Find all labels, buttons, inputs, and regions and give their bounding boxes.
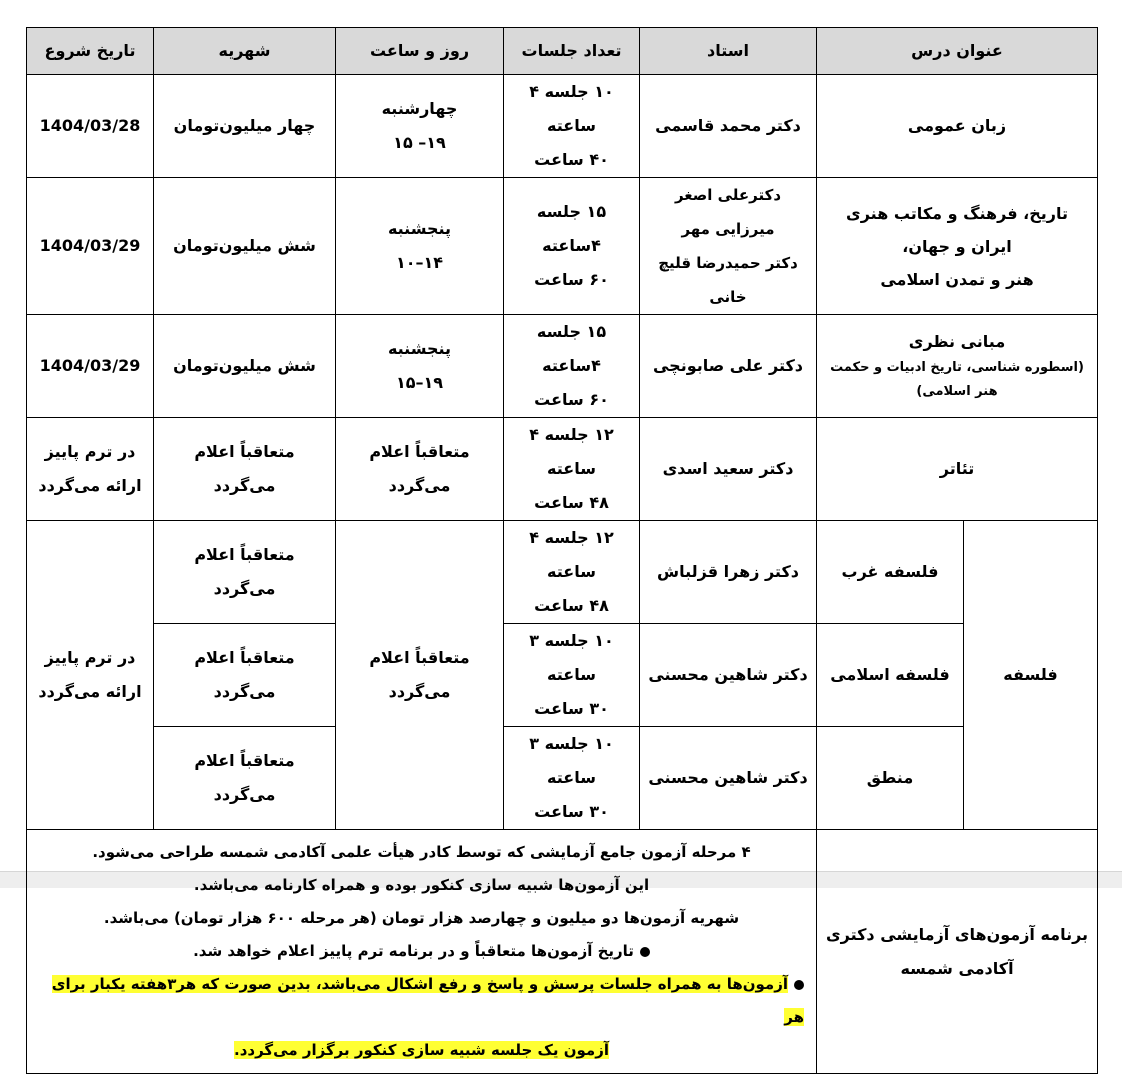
fee: متعاقباً اعلام می‌گردد <box>154 521 336 624</box>
exam-note: ۴ مرحله آزمون جامع آزمایشی که توسط کادر هیأت علمی آکادمی شمسه طراحی می‌شود. <box>92 843 751 861</box>
teacher-name: دکتر زهرا قزلباش <box>640 521 817 624</box>
day-time: متعاقباً اعلام می‌گردد <box>336 418 504 521</box>
session-count: ۱۲ جلسه ۴ ساعته ۴۸ ساعت <box>504 418 640 521</box>
table-row <box>27 418 1098 521</box>
course-title: زبان عمومی <box>817 75 1098 178</box>
exam-note: شهریه آزمون‌ها دو میلیون و چهارصد هزار تومان (هر مرحله ۶۰۰ هزار تومان) می‌باشد. <box>103 909 740 927</box>
fee: متعاقباً اعلام می‌گردد <box>154 418 336 521</box>
session-count: ۱۰ جلسه ۳ ساعته ۳۰ ساعت <box>504 727 640 830</box>
course-title: فلسفه اسلامی <box>817 624 964 727</box>
fee: چهار میلیون‌تومان <box>154 75 336 178</box>
fee: متعاقباً اعلام می‌گردد <box>154 727 336 830</box>
day-time: پنجشنبه ۱۴–۱۰ <box>336 178 504 315</box>
course-title: تئاتر <box>817 418 1098 521</box>
fee: متعاقباً اعلام می‌گردد <box>154 624 336 727</box>
start-date: در ترم پاییز ارائه می‌گردد <box>27 418 154 521</box>
session-count: ۱۵ جلسه ۴ساعته ۶۰ ساعت <box>504 315 640 418</box>
exam-notes <box>27 830 817 1074</box>
course-subtitle: (اسطوره شناسی، تاریخ ادبیات و حکمت <box>830 360 1084 375</box>
teacher-name: دکتر سعید اسدی <box>640 418 817 521</box>
teacher-name: دکتر محمد قاسمی <box>640 75 817 178</box>
day-time: چهارشنبه ۱۹– ۱۵ <box>336 75 504 178</box>
course-title: مبانی نظری (اسطوره شناسی، تاریخ ادبیات و حکمت هنر اسلامی) <box>817 315 1098 418</box>
bullet-icon <box>794 980 804 990</box>
header-day-time: روز و ساعت <box>336 28 504 75</box>
header-fee: شهریه <box>154 28 336 75</box>
table-row <box>27 75 1098 178</box>
teacher-name: دکتر علی صابونچی <box>640 315 817 418</box>
header-start-date: تاریخ شروع <box>27 28 154 75</box>
exam-program-title: برنامه آزمون‌های آزمایشی دکتری آکادمی شمسه <box>817 830 1098 1074</box>
table-row <box>27 178 1098 315</box>
day-time: پنجشنبه ۱۹–۱۵ <box>336 315 504 418</box>
exam-program-row <box>27 830 1098 1074</box>
start-date: 1404/03/29 <box>27 315 154 418</box>
start-date: در ترم پاییز ارائه می‌گردد <box>27 521 154 830</box>
course-title: منطق <box>817 727 964 830</box>
course-group-philosophy: فلسفه <box>964 521 1098 830</box>
header-teacher: استاد <box>640 28 817 75</box>
table-row <box>27 727 1098 830</box>
session-count: ۱۵ جلسه ۴ساعته ۶۰ ساعت <box>504 178 640 315</box>
course-title: تاریخ، فرهنگ و مکاتب هنری ایران و جهان، هنر و تمدن اسلامی <box>817 178 1098 315</box>
session-count: ۱۰ جلسه ۴ ساعته ۴۰ ساعت <box>504 75 640 178</box>
course-schedule-table <box>26 27 1098 1074</box>
header-course: عنوان درس <box>817 28 1098 75</box>
teacher-name: دکترعلی اصغر میرزایی مهر دکتر حمیدرضا قلیچ خانی <box>640 178 817 315</box>
course-subtitle: هنر اسلامی) <box>916 384 998 399</box>
exam-note: این آزمون‌ها شبیه سازی کنکور بوده و همراه کارنامه می‌باشد. <box>193 876 650 894</box>
teacher-name: دکتر شاهین محسنی <box>640 727 817 830</box>
start-date: 1404/03/29 <box>27 178 154 315</box>
start-date: 1404/03/28 <box>27 75 154 178</box>
fee: شش میلیون‌تومان <box>154 178 336 315</box>
session-count: ۱۰ جلسه ۳ ساعته ۳۰ ساعت <box>504 624 640 727</box>
table-row <box>27 315 1098 418</box>
teacher-name: دکتر شاهین محسنی <box>640 624 817 727</box>
table-row <box>27 521 1098 624</box>
day-time: متعاقباً اعلام می‌گردد <box>336 521 504 830</box>
header-sessions: تعداد جلسات <box>504 28 640 75</box>
exam-note-highlighted: آزمون‌ها به همراه جلسات پرسش و پاسخ و رفع اشکال می‌باشد، بدین صورت که هر۳هفته یکبار برای هر <box>51 975 804 1026</box>
course-title: فلسفه غرب <box>817 521 964 624</box>
table-row <box>27 624 1098 727</box>
session-count: ۱۲ جلسه ۴ ساعته ۴۸ ساعت <box>504 521 640 624</box>
bullet-icon <box>640 947 650 957</box>
fee: شش میلیون‌تومان <box>154 315 336 418</box>
exam-note: تاریخ آزمون‌ها متعاقباً و در برنامه ترم پاییز اعلام خواهد شد. <box>39 935 804 968</box>
header-row <box>27 28 1098 75</box>
exam-note-highlighted: آزمون یک جلسه شبیه سازی کنکور برگزار می‌گردد. <box>234 1041 609 1059</box>
